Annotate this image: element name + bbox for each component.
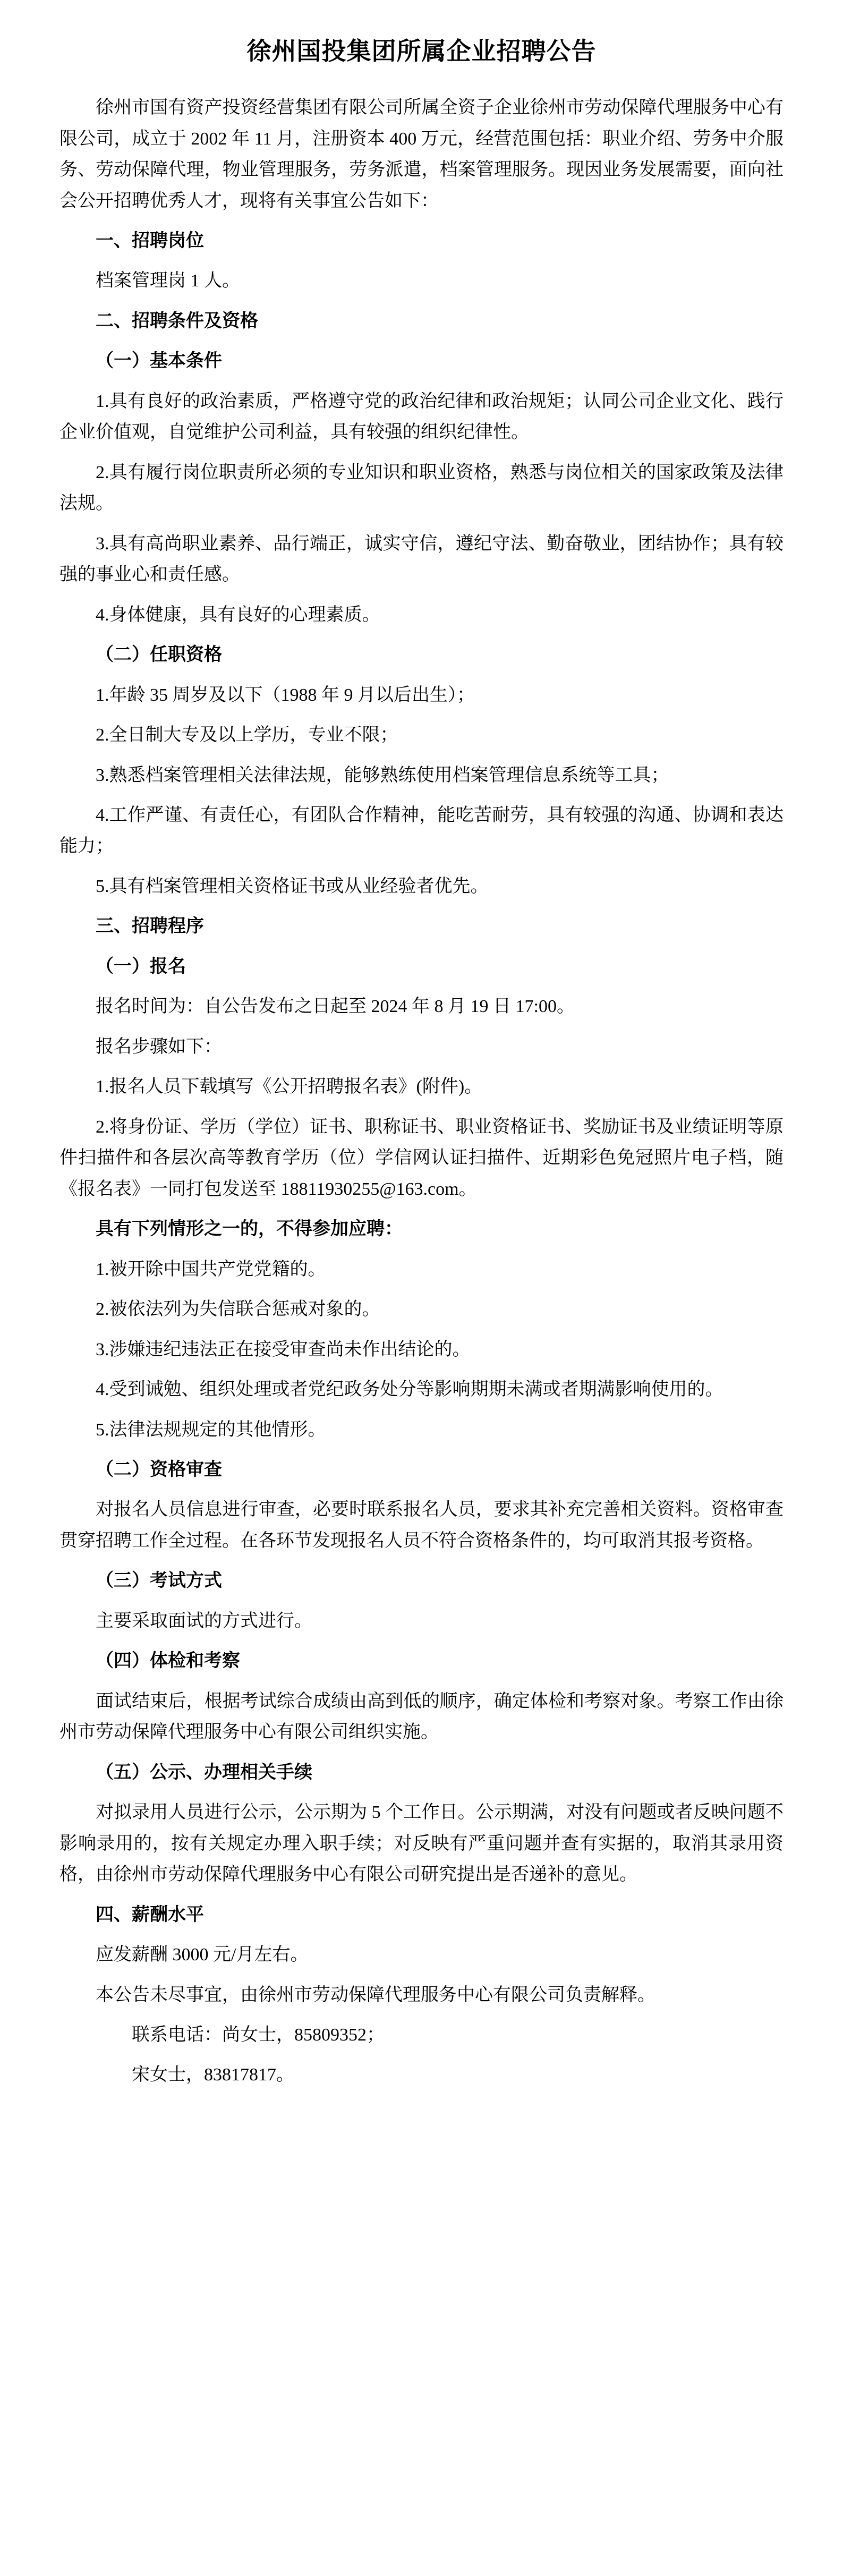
paragraph-intro: 徐州市国有资产投资经营集团有限公司所属全资子企业徐州市劳动保障代理服务中心有限公司，成立于 2002 年 11 月，注册资本 400 万元，经营范围包括：职业介绍、劳务中介服务、劳动保障代理，物业管理服务，劳务派遣，档案管理服务。现因业务发展需要，面向社会公开招聘优秀人才，现将有关事宜公告如下： [59,98,784,211]
subsection-heading-qualifications: （二）任职资格 [96,645,222,665]
subsection-heading-registration: （一）报名 [96,956,186,976]
paragraph-salary-body: 应发薪酬 3000 元/月左右。 [96,1945,309,1965]
paragraph-qualification-3: 3.熟悉档案管理相关法律法规，能够熟练使用档案管理信息系统等工具； [96,765,669,785]
paragraph-recruitment-position: 档案管理岗 1 人。 [96,271,240,291]
paragraph-publicity-procedures-body: 对拟录用人员进行公示，公示期为 5 个工作日。公示期满，对没有问题或者反映问题不影响录用的，按有关规定办理入职手续；对反映有严重问题并查有实据的，取消其录用资格，由徐州市劳动保障代理服务中心有限公司研究提出是否递补的意见。 [59,1803,784,1885]
paragraph-basic-condition-1: 1.具有良好的政治素质，严格遵守党的政治纪律和政治规矩；认同公司企业文化、践行企业价值观，自觉维护公司利益，具有较强的组织纪律性。 [59,391,784,443]
paragraph-disqualification-3: 3.涉嫌违纪违法正在接受审查尚未作出结论的。 [96,1339,471,1359]
paragraph-contact-2: 宋女士，83817817。 [132,2065,294,2085]
paragraph-contact-1: 联系电话：尚女士，85809352； [132,2025,385,2045]
section-heading-salary: 四、薪酬水平 [96,1905,204,1925]
paragraph-registration-steps-label: 报名步骤如下： [96,1036,222,1057]
paragraph-qualification-1: 1.年龄 35 周岁及以下（1988 年 9 月以后出生）； [96,685,475,705]
paragraph-qualification-review-body: 对报名人员信息进行审查，必要时联系报名人员，要求其补充完善相关资料。资格审查贯穿招聘工作全过程。在各环节发现报名人员不符合资格条件的，均可取消其报考资格。 [59,1500,784,1551]
paragraph-registration-step-1: 1.报名人员下载填写《公开招聘报名表》(附件)。 [96,1077,483,1097]
subsection-heading-medical-and-inspection: （四）体检和考察 [96,1651,240,1671]
paragraph-disqualification-4: 4.受到诫勉、组织处理或者党纪政务处分等影响期期未满或者期满影响使用的。 [96,1380,723,1400]
paragraph-disqualification-2: 2.被依法列为失信联合惩戒对象的。 [96,1299,380,1320]
section-heading-conditions: 二、招聘条件及资格 [96,311,258,331]
paragraph-qualification-5: 5.具有档案管理相关资格证书或从业经验者优先。 [96,876,489,896]
paragraph-qualification-2: 2.全日制大专及以上学历，专业不限； [96,725,398,745]
paragraph-exam-method-body: 主要采取面试的方式进行。 [96,1611,312,1631]
paragraph-disqualification-1: 1.被开除中国共产党党籍的。 [96,1259,326,1279]
paragraph-basic-condition-2: 2.具有履行岗位职责所必须的专业知识和职业资格，熟悉与岗位相关的国家政策及法律法规。 [59,462,784,514]
section-heading-recruitment-position: 一、招聘岗位 [96,231,204,251]
paragraph-registration-step-2: 2.将身份证、学历（学位）证书、职称证书、职业资格证书、奖励证书及业绩证明等原件扫描件和各层次高等教育学历（位）学信网认证扫描件、近期彩色免冠照片电子档，随《报名表》一同打包发送至 18811930255@163.com。 [59,1117,784,1199]
subsection-heading-publicity-procedures: （五）公示、办理相关手续 [96,1762,312,1782]
paragraph-qualification-4: 4.工作严谨、有责任心，有团队合作精神，能吃苦耐劳，具有较强的沟通、协调和表达能力； [59,805,784,856]
paragraph-basic-condition-4: 4.身体健康，具有良好的心理素质。 [96,605,380,625]
subsection-heading-basic-conditions: （一）基本条件 [96,351,222,371]
paragraph-basic-condition-3: 3.具有高尚职业素养、品行端正，诚实守信，遵纪守法、勤奋敬业，团结协作；具有较强的事业心和责任感。 [59,533,784,585]
paragraph-final-note: 本公告未尽事宜，由徐州市劳动保障代理服务中心有限公司负责解释。 [96,1985,655,2005]
paragraph-disqualification-intro: 具有下列情形之一的，不得参加应聘： [96,1219,403,1239]
subsection-heading-exam-method: （三）考试方式 [96,1571,222,1591]
page-title: 徐州国投集团所属企业招聘公告 [246,38,597,65]
paragraph-registration-time: 报名时间为：自公告发布之日起至 2024 年 8 月 19 日 17:00。 [96,997,575,1017]
paragraph-disqualification-5: 5.法律法规规定的其他情形。 [96,1419,326,1440]
document-body [59,92,784,2091]
paragraph-medical-and-inspection-body: 面试结束后，根据考试综合成绩由高到低的顺序，确定体检和考察对象。考察工作由徐州市劳动保障代理服务中心有限公司组织实施。 [59,1691,784,1742]
section-heading-procedure: 三、招聘程序 [96,916,204,937]
subsection-heading-qualification-review: （二）资格审查 [96,1459,222,1480]
